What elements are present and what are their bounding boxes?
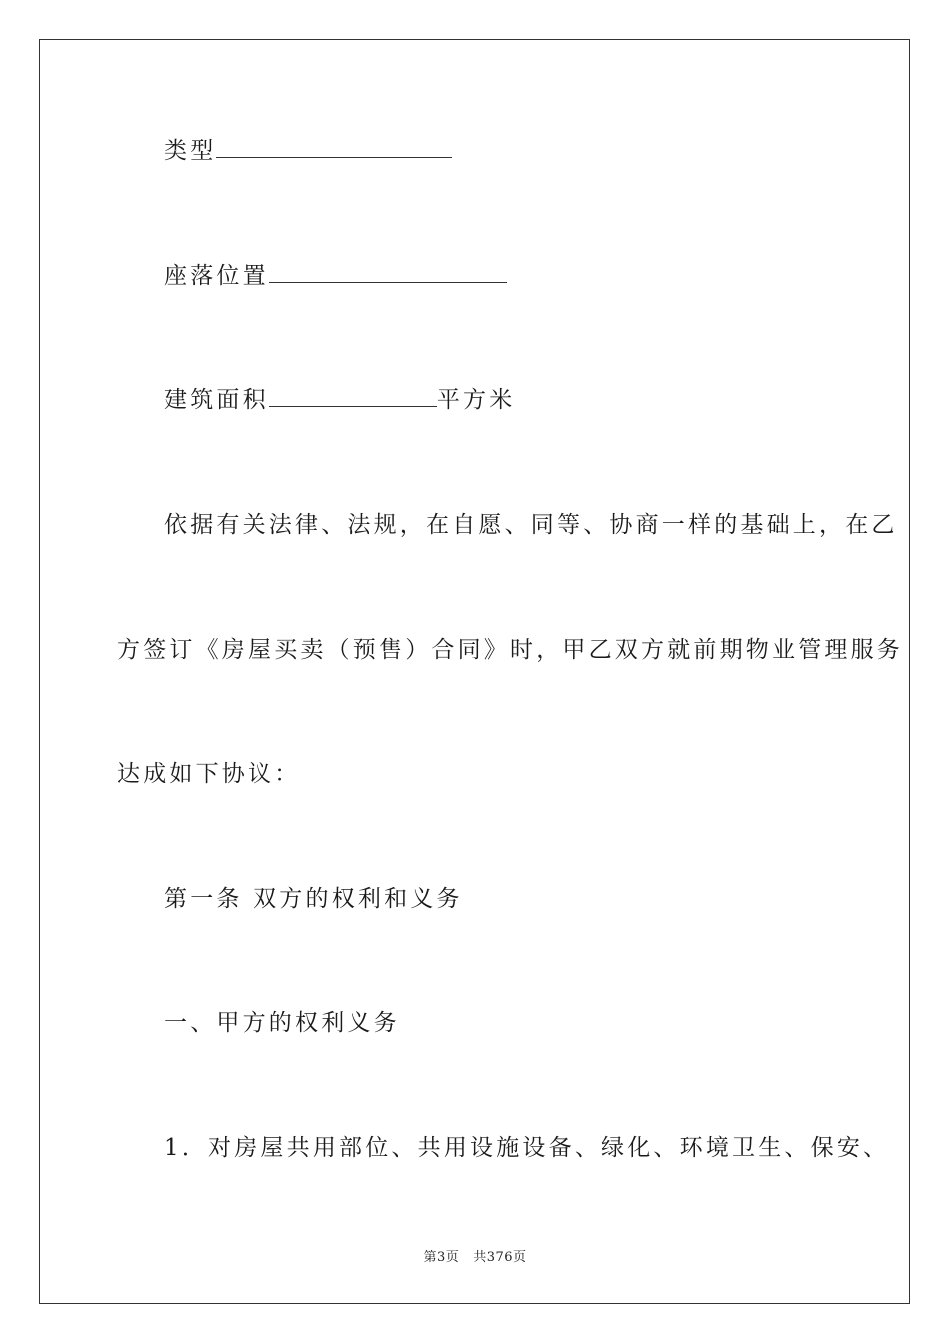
paragraph-line: 达成如下协议： [117, 761, 301, 787]
article-title: 第一条 双方的权利和义务 [164, 886, 463, 912]
page-frame [39, 39, 910, 1304]
total-pages: 共376页 [473, 1250, 527, 1265]
list-item: 1．对房屋共用部位、共用设施设备、绿化、环境卫生、保安、 [164, 1135, 890, 1161]
area-blank[interactable] [269, 386, 437, 407]
location-line [164, 261, 507, 291]
area-unit: 平方米 [436, 387, 516, 413]
area-line [164, 385, 515, 415]
location-blank[interactable] [269, 262, 507, 283]
type-label: 类型 [164, 138, 217, 164]
page-footer [0, 1246, 950, 1265]
type-blank[interactable] [216, 137, 452, 158]
type-line [164, 136, 452, 166]
page-number: 第3页 [423, 1250, 460, 1265]
paragraph-line: 方签订《房屋买卖（预售）合同》时，甲乙双方就前期物业管理服务 [117, 637, 903, 663]
paragraph-line: 依据有关法律、法规，在自愿、同等、协商一样的基础上，在乙 [164, 512, 898, 538]
location-label: 座落位置 [164, 263, 269, 289]
area-label: 建筑面积 [164, 387, 269, 413]
section-title: 一、甲方的权利义务 [164, 1010, 400, 1036]
